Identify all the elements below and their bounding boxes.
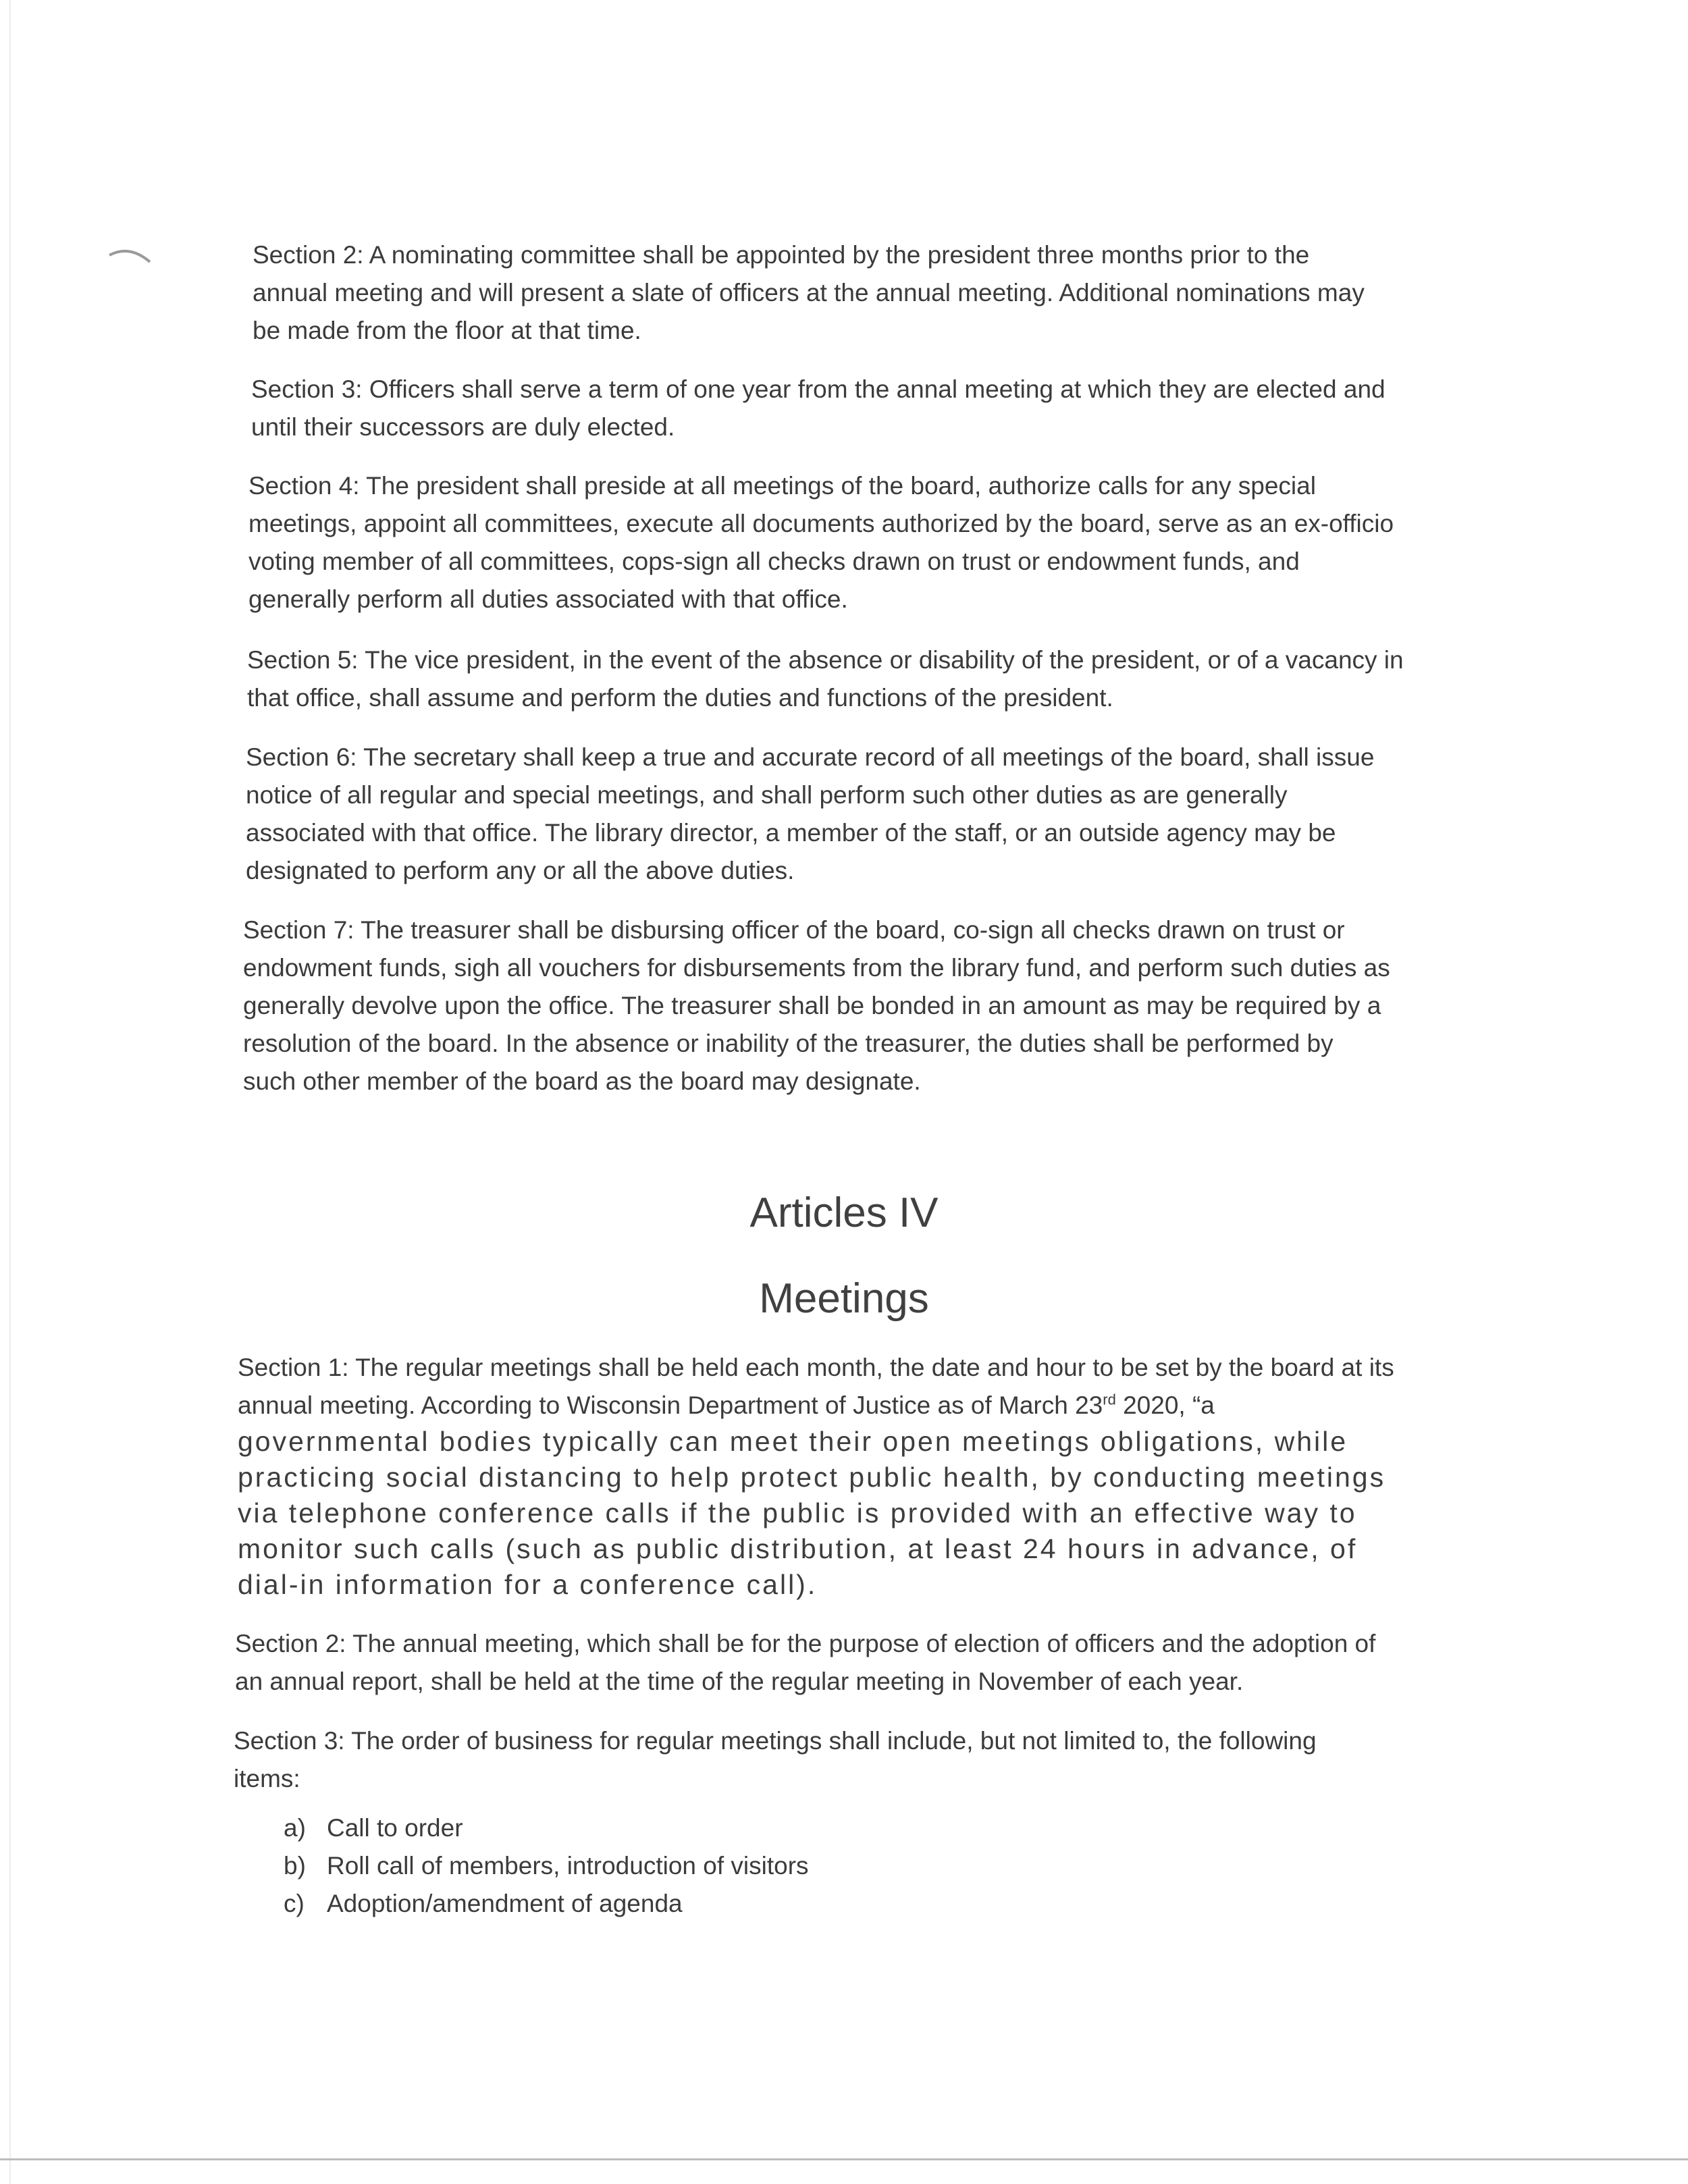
article-subheading: Meetings — [759, 1275, 929, 1322]
scan-mark-icon — [107, 242, 161, 282]
list-item — [284, 1809, 809, 1847]
section-3-paragraph: Section 3: Officers shall serve a term of one year from the annal meeting at which they are elected and until their successors are duly elected. — [251, 375, 1386, 441]
list-marker: c) — [284, 1890, 305, 1917]
list-item-text: Roll call of members, introduction of visitors — [327, 1852, 809, 1880]
meetings-section-3-paragraph: Section 3: The order of business for regular meetings shall include, but not limited to, the following items: — [234, 1727, 1317, 1792]
section-6-paragraph: Section 6: The secretary shall keep a true and accurate record of all meetings of the board, shall issue notice of all regular and special meetings, and shall perform such other duties as are generally associated with that office. The library director, a member of the staff, or an outside agency may be designated to perform any or all the above duties. — [246, 743, 1375, 884]
list-item-text: Call to order — [327, 1814, 463, 1842]
list-marker: a) — [284, 1814, 306, 1842]
ordinal-superscript: rd — [1103, 1391, 1116, 1408]
list-marker: b) — [284, 1852, 306, 1880]
doj-quote: governmental bodies typically can meet their open meetings obligations, while practicing social distancing to help protect public health, by conducting meetings via telephone conference calls if the public is provided with an effective way to monitor such calls (such as public distribution, at least 24 hours in advance, of dial-in information for a conference call). — [238, 1426, 1386, 1600]
list-item — [284, 1847, 809, 1885]
meetings-section-1-paragraph: Section 1: The regular meetings shall be held each month, the date and hour to be set by the board at its annual meeting. According to Wisconsin Department of Justice as of March 23rd 2020, “a — [238, 1354, 1394, 1419]
meetings-section-2-paragraph: Section 2: The annual meeting, which shall be for the purpose of election of officers and the adoption of an annual report, shall be held at the time of the regular meeting in November of each year. — [235, 1630, 1376, 1695]
article-heading: Articles IV — [749, 1190, 939, 1236]
section-5-paragraph: Section 5: The vice president, in the event of the absence or disability of the president, or of a vacancy in that office, shall assume and perform the duties and functions of the president. — [247, 646, 1404, 712]
list-item — [284, 1885, 809, 1923]
scan-bottom-line — [0, 2158, 1688, 2160]
section-4-paragraph: Section 4: The president shall preside at all meetings of the board, authorize calls for any special meetings, appoint all committees, execute all documents authorized by the board, serve as an ex-officio voting member of all committees, cops-sign all checks drawn on trust or endowment funds, and generally perform all duties associated with that office. — [248, 472, 1394, 613]
section-7-paragraph: Section 7: The treasurer shall be disbursing officer of the board, co-sign all checks drawn on trust or endowment funds, sigh all vouchers for disbursements from the library fund, and perform such duties as generally devolve upon the office. The treasurer shall be bonded in an amount as may be required by a resolution of the board. In the absence or inability of the treasurer, the duties shall be performed by such other member of the board as the board may designate. — [243, 916, 1390, 1095]
section-2-paragraph: Section 2: A nominating committee shall be appointed by the president three months prior to the annual meeting and will present a slate of officers at the annual meeting. Additional nominations may be made from the floor at that time. — [253, 241, 1365, 344]
order-of-business-list — [284, 1809, 809, 1923]
list-item-text: Adoption/amendment of agenda — [327, 1890, 683, 1917]
scan-edge-shadow — [9, 0, 11, 2184]
